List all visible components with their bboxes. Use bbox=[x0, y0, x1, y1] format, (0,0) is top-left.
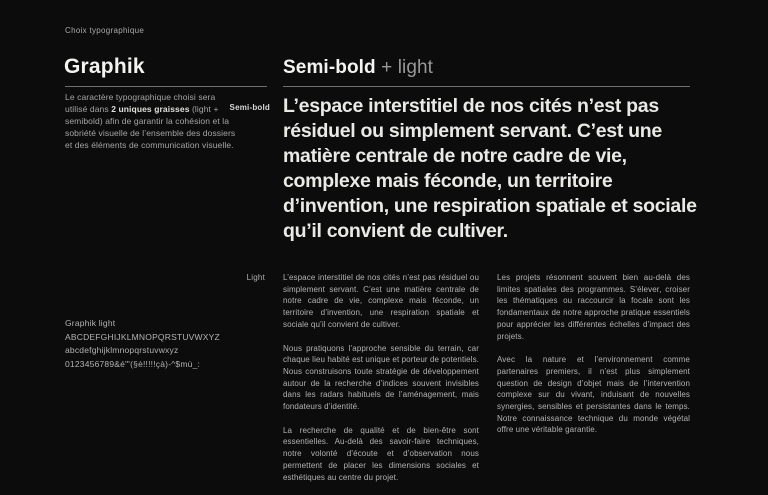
light-paragraph: La recherche de qualité et de bien-être sont essentielles. Au-delà des savoir-faire techniques, notre volonté d’écoute et d’observation nous permettent de placer les dimensions sociales et esthétiques au centre du projet. bbox=[283, 425, 479, 482]
intro-text-bold: 2 uniques graisses bbox=[111, 103, 190, 114]
glyph-specimen-title: Graphik light bbox=[65, 318, 116, 328]
light-paragraph: Avec la nature et l’environnement comme partenaires premiers, il n’est plus simplement question de design d’objet mais de l’intervention complexe sur du vivant, induisant de nouvelles synergies, sensibles et persistantes dans le temps. Notre connaissance technique du monde végétal offre une véritable garantie. bbox=[497, 355, 690, 435]
weights-heading-light: + light bbox=[375, 57, 434, 78]
weights-heading-bold: Semi-bold bbox=[283, 57, 376, 78]
intro-text-post: (light + semibold) afin de garantir la cohésion et la sobriété visuelle de l’ensemble des dossiers et des éléments de communication visuelle. bbox=[65, 103, 236, 150]
light-specimen-column-1 bbox=[283, 272, 479, 495]
right-heading-rule bbox=[283, 86, 690, 87]
light-weight-label: Light bbox=[246, 273, 265, 282]
light-specimen-column-2 bbox=[497, 272, 690, 448]
typeface-name-heading: Graphik bbox=[64, 55, 145, 78]
light-paragraph: Les projets résonnent souvent bien au-delà des limites spatiales des programmes. S’élever, croiser les thématiques ou raccourcir la focale sont les fondamentaux de notre approche pratique essentiels pour apprécier les différentes échelles d’impact des projets. bbox=[497, 273, 690, 341]
light-paragraph: Nous pratiquons l’approche sensible du terrain, car chaque lieu habité est unique et porteur de potentiels. Nous construisons toute stratégie de développement autour de la recherche d’indices souvent invisibles dans les radars habituels de l’aménagement, mais fondateurs d’identité. bbox=[283, 343, 479, 412]
glyph-specimen-uppercase: ABCDEFGHIJKLMNOPQRSTUVWXYZ bbox=[65, 331, 220, 342]
light-paragraph: L’espace interstitiel de nos cités n’est pas résiduel ou simplement servant. C’est une matière centrale de notre cadre de vie, complexe mais féconde, un territoire d’invention, une respiration spatiale et sociale qu’il convient de cultiver. bbox=[283, 273, 479, 329]
glyph-specimen-lowercase: abcdefghijklmnopqrstuvwxyz bbox=[65, 345, 179, 355]
semibold-showcase-paragraph: L’espace interstitiel de nos cités n’est pas résiduel ou simplement servant. C’est une matière centrale de notre cadre de vie, complexe mais féconde, un territoire d’invention, une respiration spatiale et sociale qu’il convient de cultiver. bbox=[283, 95, 697, 242]
weights-heading bbox=[283, 57, 433, 79]
left-heading-rule bbox=[65, 86, 267, 87]
typeface-intro-paragraph bbox=[65, 92, 239, 152]
section-kicker: Choix typographique bbox=[65, 26, 145, 35]
semibold-weight-label: Semi-bold bbox=[229, 103, 270, 112]
glyph-specimen-figures: 0123456789&é"'(§è!!!!!çà)-^$mù_: bbox=[65, 358, 201, 369]
glyph-specimen bbox=[65, 317, 220, 371]
intro-text-pre: Le caractère typographique choisi sera utilisé dans bbox=[65, 92, 216, 114]
